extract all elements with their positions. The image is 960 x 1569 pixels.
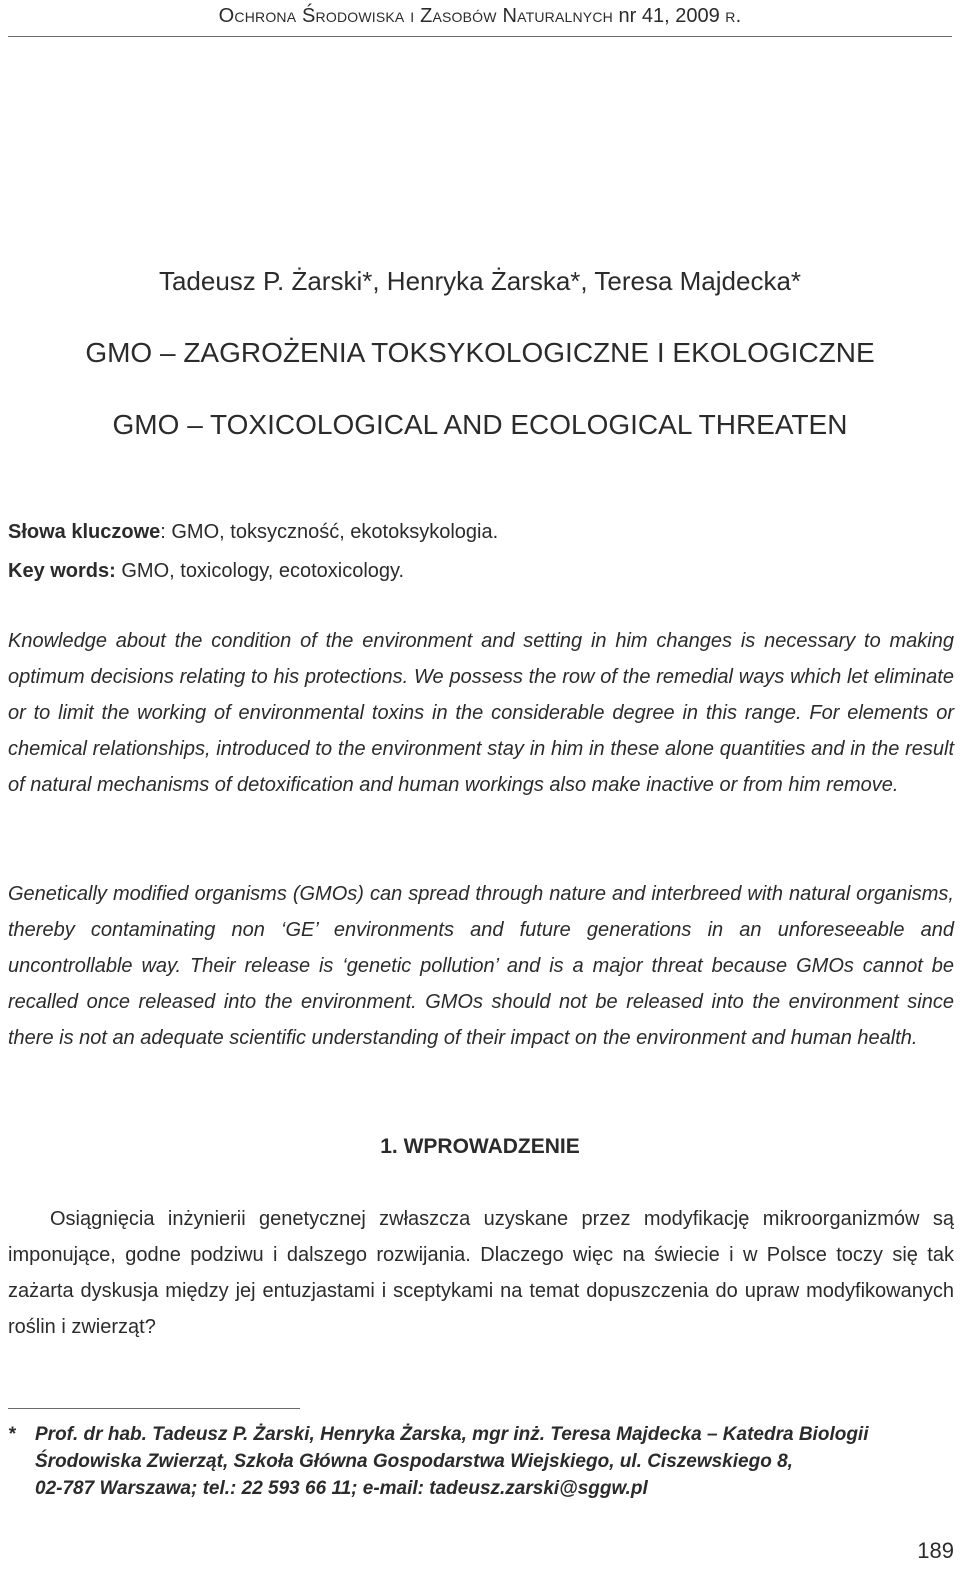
abstract-paragraph-1: Knowledge about the condition of the environment and setting in him changes is necessary to making optimum decisions relating to his protections. We possess the row of the remedial ways which let eliminate or to limit the working of environmental toxins in the considerable degree in this range. For elements or chemical relationships, introduced to the environment stay in him in these alone quantities and in the result of natural mechanisms of detoxification and human workings also make inactive or from him remove. — [8, 630, 954, 796]
keywords-english-label: Key words: — [8, 560, 116, 582]
footnote-mark: * — [8, 1424, 16, 1445]
article-authors: Tadeusz P. Żarski*, Henryka Żarska*, Teresa Majdecka* — [158, 266, 802, 296]
keywords-polish — [8, 518, 498, 546]
footnote-line-2: Środowiska Zwierząt, Szkoła Główna Gospodarstwa Wiejskiego, ul. Ciszewskiego 8, — [35, 1451, 793, 1472]
keywords-polish-label: Słowa kluczowe — [8, 521, 161, 543]
keywords-polish-text: : GMO, toksyczność, ekotoksykologia. — [160, 521, 499, 543]
header-divider — [8, 36, 952, 37]
section-heading: 1. WPROWADZENIE — [380, 1135, 580, 1158]
article-title-english: GMO – TOXICOLOGICAL AND ECOLOGICAL THREATEN — [112, 409, 848, 440]
running-header — [0, 2, 960, 30]
footnote-line-3: 02-787 Warszawa; tel.: 22 593 66 11; e-mail: tadeusz.zarski@sggw.pl — [35, 1478, 648, 1499]
keywords-english — [8, 557, 404, 585]
footnote-line-1: Prof. dr hab. Tadeusz P. Żarski, Henryka Żarska, mgr inż. Teresa Majdecka – Katedra Biologii — [35, 1424, 869, 1445]
journal-issue: nr 41, 2009 — [618, 5, 720, 27]
author-footnote — [8, 1421, 954, 1502]
intro-paragraph: Osiągnięcia inżynierii genetycznej zwłaszcza uzyskane przez modyfikację mikroorganizmów są imponujące, godne podziwu i dalszego rozwijania. Dlaczego więc na świecie i w Polsce toczy się tak zażarta dyskusja między jej entuzjastami i sceptykami na temat dopuszczenia do upraw modyfikowanych roślin i zwierząt? — [8, 1208, 954, 1338]
abstract-paragraph-2: Genetically modified organisms (GMOs) can spread through nature and interbreed with natural organisms, thereby contaminating non ‘GE’ environments and future generations in an unforeseeable and uncontrollable way. Their release is ‘genetic pollution’ and is a major threat because GMOs cannot be recalled once released into the environment. GMOs should not be released into the environment since there is not an adequate scientific understanding of their impact on the environment and human health. — [8, 883, 954, 1049]
article-title-polish: GMO – ZAGROŻENIA TOKSYKOLOGICZNE I EKOLOGICZNE — [85, 337, 875, 368]
journal-year-suffix: r. — [725, 5, 742, 27]
footnote-divider — [8, 1408, 300, 1409]
journal-name: Ochrona Środowiska i Zasobów Naturalnych — [218, 5, 613, 27]
keywords-english-text: GMO, toxicology, ecotoxicology. — [115, 560, 405, 582]
page-number: 189 — [917, 1538, 954, 1563]
